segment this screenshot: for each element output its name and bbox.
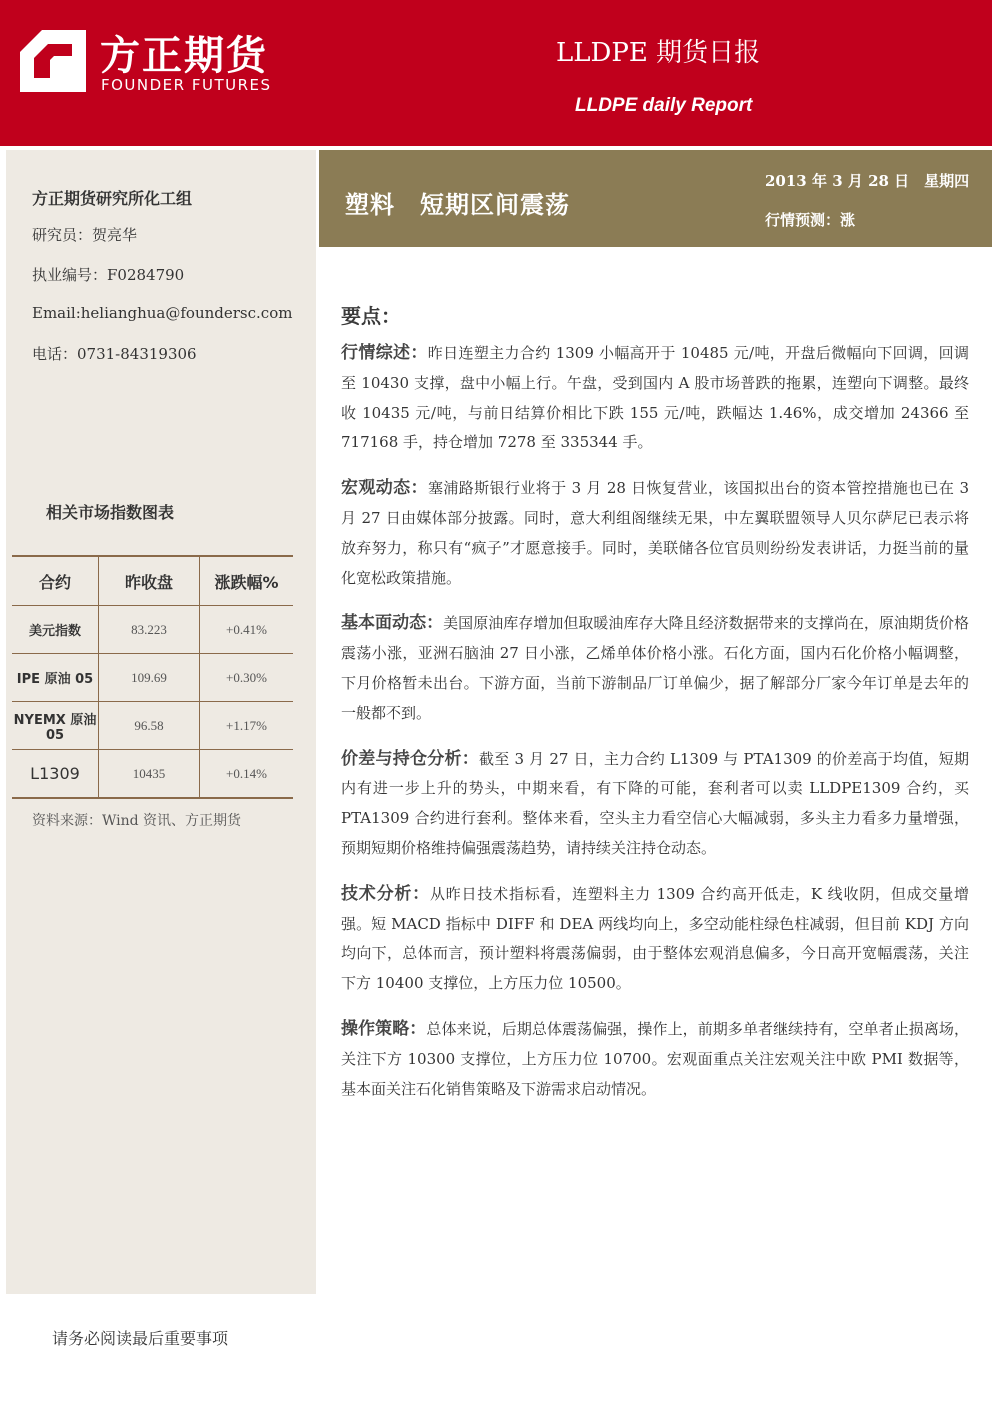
report-header bbox=[0, 0, 992, 146]
section-heading: 技术分析： bbox=[341, 883, 430, 904]
prev-close: 96.58 bbox=[99, 702, 200, 750]
table-row bbox=[12, 702, 293, 750]
contract-name: NYEMX 原油 05 bbox=[12, 702, 99, 750]
section-fundamentals bbox=[341, 609, 969, 728]
section-heading: 宏观动态： bbox=[341, 478, 428, 499]
contract-name: L1309 bbox=[12, 750, 99, 799]
main-content bbox=[341, 300, 969, 1120]
phone-number: 电话：0731-84319306 bbox=[32, 345, 197, 363]
founder-logo-icon bbox=[20, 30, 86, 92]
section-body: 从昨日技术指标看，连塑料主力 1309 合约高开低走，K 线收阴，但成交量增强。短 MACD 指标中 DIFF 和 DEA 两线均向上，多空动能柱绿色柱减弱，但目前 KDJ 方向均向下，总体而言，预计塑料将震荡偏弱，由于整体宏观消息偏多，今日高开宽幅震荡，关注下方 10400 支撑位，上方压力位 10500。 bbox=[341, 884, 970, 993]
analyst-name: 研究员：贺亮华 bbox=[32, 226, 138, 244]
table-row bbox=[12, 654, 293, 702]
section-technical bbox=[341, 880, 969, 999]
contract-name: 美元指数 bbox=[12, 606, 99, 654]
section-heading: 基本面动态： bbox=[341, 613, 444, 634]
disclaimer-note: 请务必阅读最后重要事项 bbox=[52, 1329, 229, 1348]
table-row bbox=[12, 606, 293, 654]
change-pct: +0.14% bbox=[226, 765, 267, 781]
keypoints-heading: 要点： bbox=[341, 304, 401, 328]
section-spread-position bbox=[341, 745, 969, 864]
section-macro bbox=[341, 474, 969, 593]
section-body: 总体来说，后期总体震荡偏强，操作上，前期多单者继续持有，空单者止损离场，关注下方 10300 支撑位，上方压力位 10700。宏观面重点关注宏观关注中欧 PMI 数据等，基本面关注石化销售策略及下游需求启动情况。 bbox=[341, 1019, 969, 1098]
column-header: 昨收盘 bbox=[99, 556, 200, 606]
market-index-title: 相关市场指数图表 bbox=[46, 503, 175, 522]
section-body: 塞浦路斯银行业将于 3 月 28 日恢复营业，该国拟出台的资本管控措施也已在 3 月 27 日由媒体部分披露。同时，意大利组阁继续无果，中左翼联盟领导人贝尔萨尼已表示将放弃努力，称只有“疯子”才愿意接手。同时，美联储各位官员则纷纷发表讲话，力挺当前的量化宽松政策措施。 bbox=[341, 479, 969, 587]
email-address[interactable]: Email:helianghua@foundersc.com bbox=[32, 304, 293, 322]
prev-close: 83.223 bbox=[99, 606, 200, 654]
prev-close: 10435 bbox=[99, 750, 200, 799]
company-name-en: FOUNDER FUTURES bbox=[101, 76, 272, 94]
section-body: 美国原油库存增加但取暖油库存大降且经济数据带来的支撑尚在，原油期货价格震荡小涨，亚洲石脑油 27 日小涨，乙烯单体价格小涨。石化方面，国内石化价格小幅调整，下月价格暂未出台。下游方面，当前下游制品厂订单偏少，据了解部分厂家今年订单是去年的一般都不到。 bbox=[341, 614, 969, 722]
change-pct: +0.41% bbox=[226, 621, 267, 637]
report-title: LLDPE 期货日报 bbox=[556, 38, 761, 68]
table-header-row bbox=[12, 556, 293, 606]
section-heading: 行情综述： bbox=[341, 343, 428, 363]
section-heading: 价差与持仓分析： bbox=[341, 748, 480, 769]
section-heading: 操作策略： bbox=[341, 1018, 427, 1039]
data-source: 资料来源：Wind 资讯、方正期货 bbox=[32, 813, 242, 829]
column-header: 合约 bbox=[12, 556, 99, 606]
report-headline: 塑料 短期区间震荡 bbox=[345, 191, 570, 219]
contract-name: IPE 原油 05 bbox=[12, 654, 99, 702]
section-body: 截至 3 月 27 日，主力合约 L1309 与 PTA1309 的价差高于均值，短期内有进一步上升的势头，中期来看，有下降的可能，套利者可以卖 LLDPE1309 合约，买 PTA1309 合约进行套利。整体来看，空头主力看空信心大幅减弱，多头主力看多力量增强，预期短期价格维持偏强震荡趋势，请持续关注持仓动态。 bbox=[341, 749, 969, 857]
table-row bbox=[12, 750, 293, 799]
section-body: 昨日连塑主力合约 1309 小幅高开于 10485 元/吨，开盘后微幅向下回调，回调至 10430 支撑，盘中小幅上行。午盘，受到国内 A 股市场普跌的拖累，连塑向下调整。最终收 10435 元/吨，与前日结算价相比下跌 155 元/吨，跌幅达 1.46%，成交增加 24366 至 717168 手，持仓增加 7278 至 335344 手。 bbox=[341, 344, 970, 452]
section-market-summary bbox=[341, 339, 969, 458]
market-forecast: 行情预测：涨 bbox=[765, 211, 856, 229]
change-pct: +1.17% bbox=[226, 717, 267, 733]
research-group: 方正期货研究所化工组 bbox=[32, 189, 193, 208]
license-number: 执业编号：F0284790 bbox=[32, 266, 185, 284]
title-banner bbox=[319, 150, 992, 247]
column-header: 涨跌幅% bbox=[214, 572, 279, 592]
section-strategy bbox=[341, 1015, 969, 1104]
change-pct: +0.30% bbox=[226, 669, 267, 685]
market-index-table bbox=[12, 555, 293, 799]
sidebar bbox=[6, 150, 316, 1294]
prev-close: 109.69 bbox=[99, 654, 200, 702]
report-date: 2013 年 3 月 28 日 星期四 bbox=[765, 172, 970, 190]
report-subtitle: LLDPE daily Report bbox=[575, 95, 753, 116]
company-name-cn: 方正期货 bbox=[100, 33, 268, 79]
